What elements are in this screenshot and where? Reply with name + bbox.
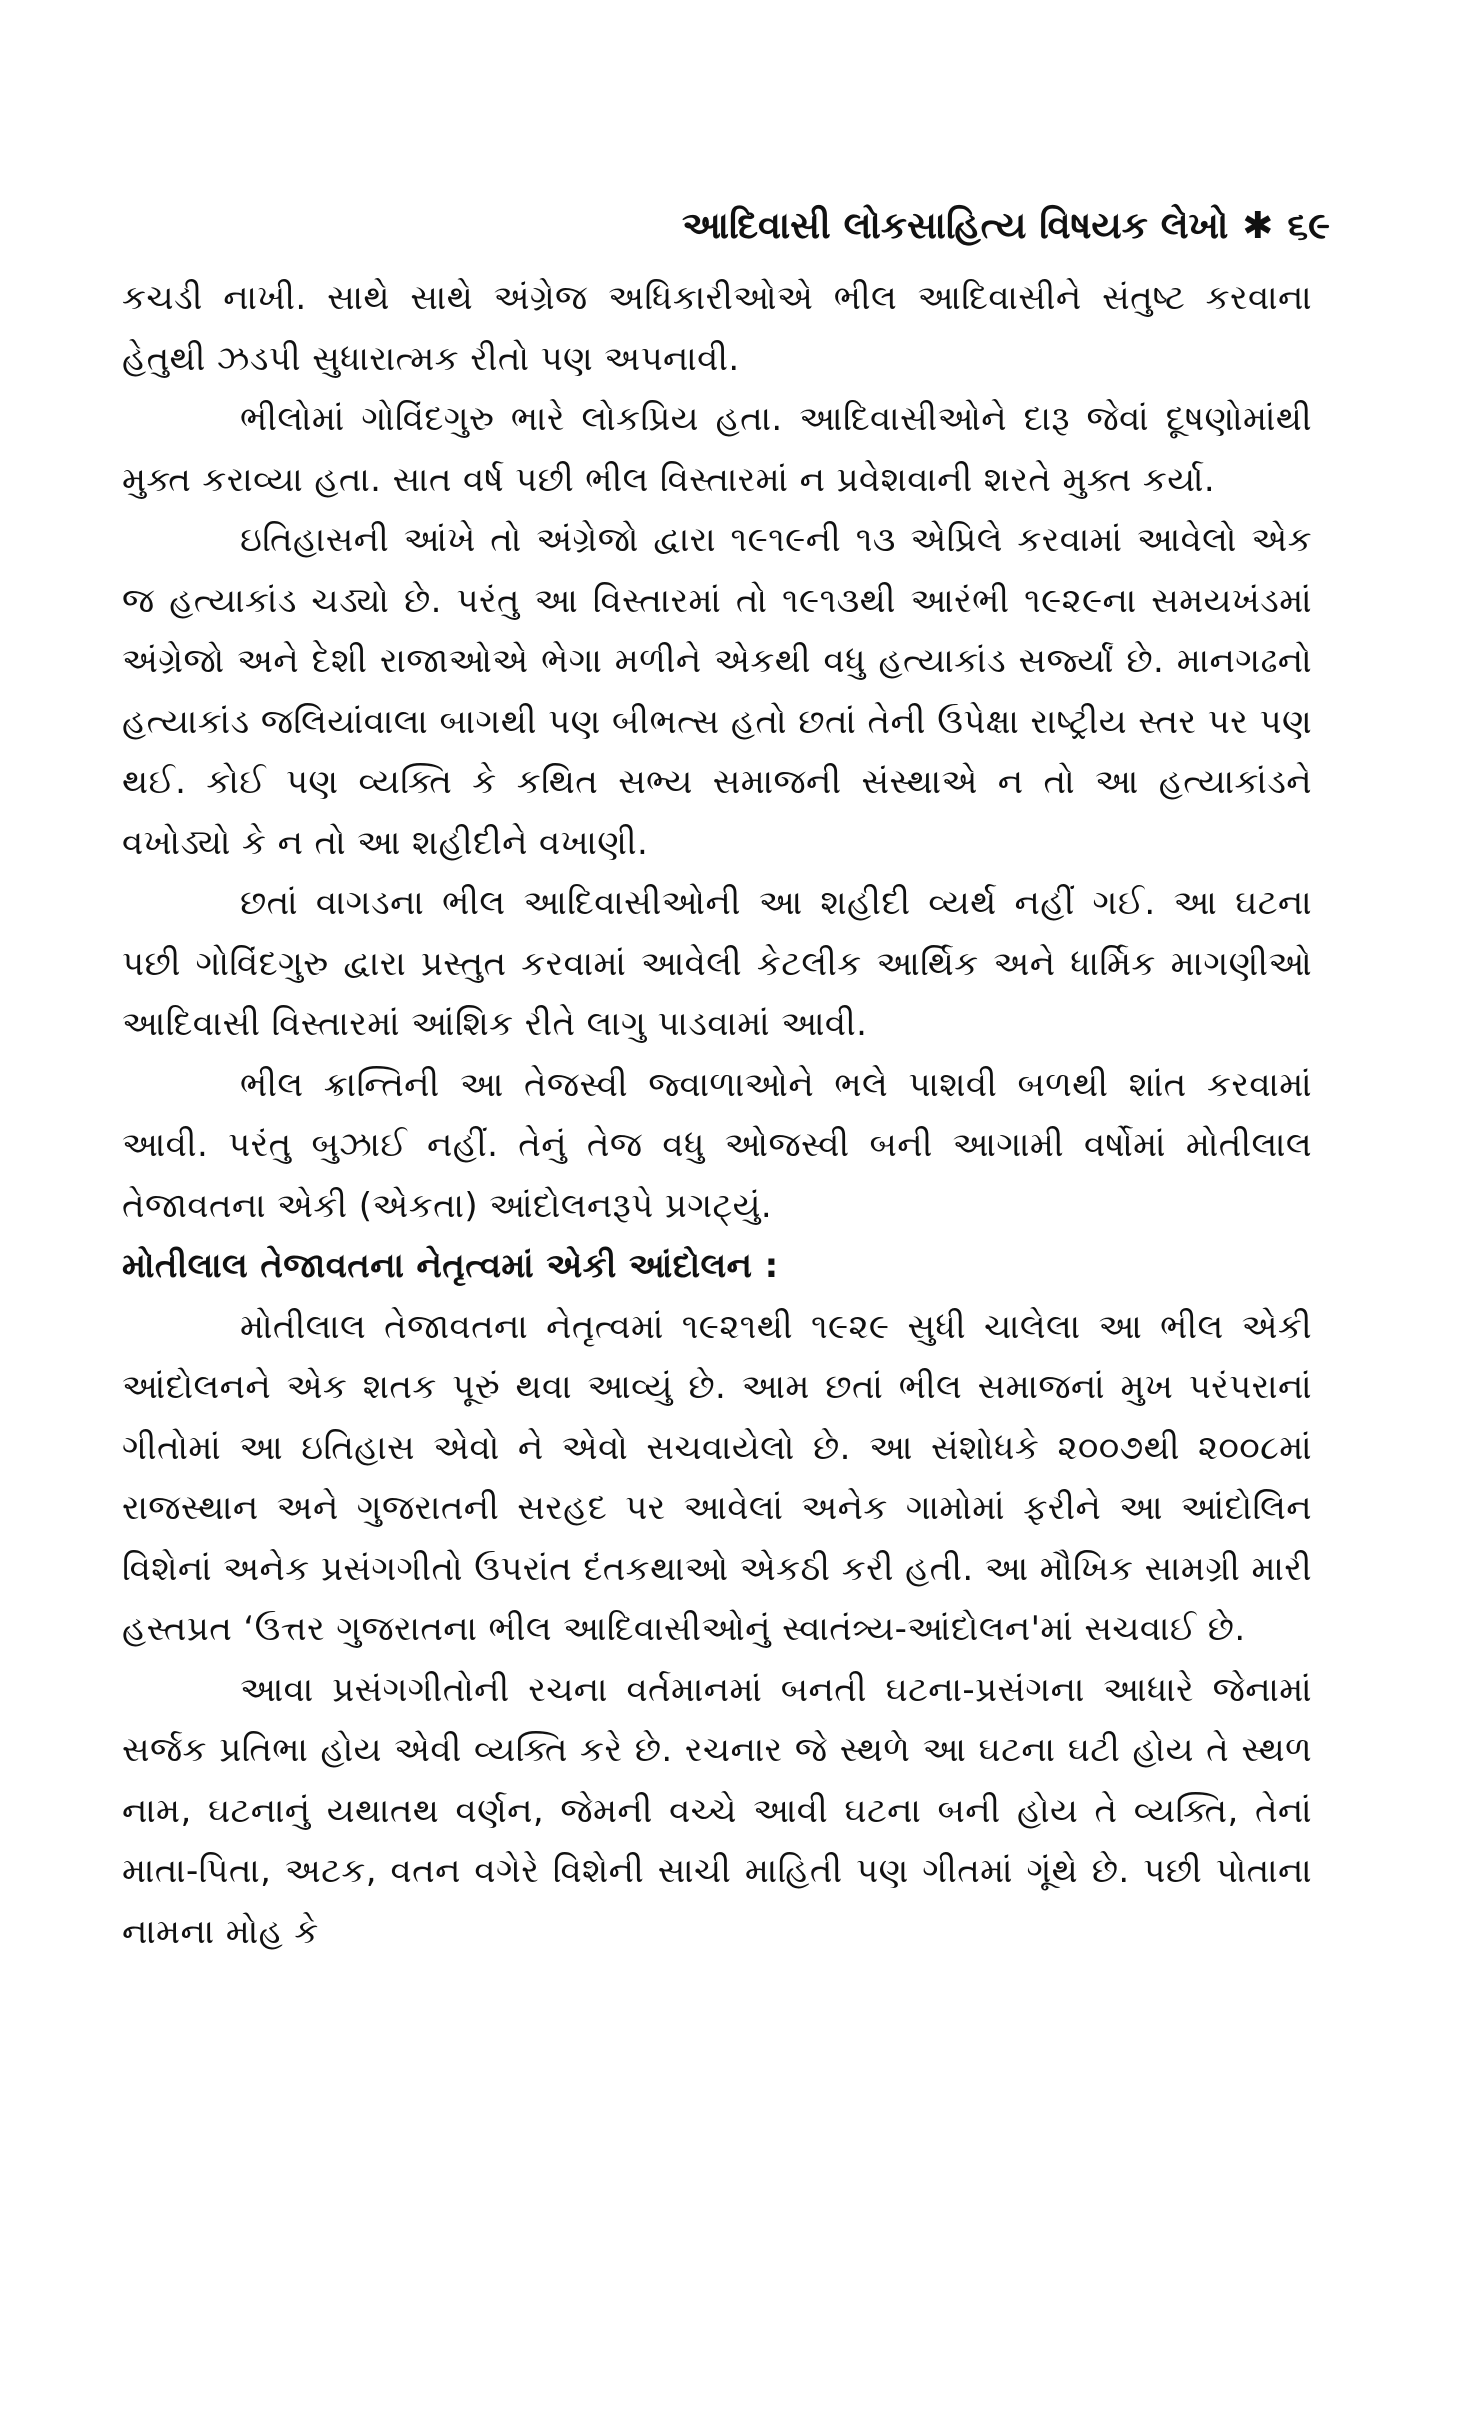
paragraph: આવા પ્રસંગગીતોની રચના વર્તમાનમાં બનતી ઘટના-પ્રસંગના આધારે જેનામાં સર્જક પ્રતિભા હોય એવી વ્યક્તિ કરે છે. રચનાર જે સ્થળે આ ઘટના ઘટી હોય તે સ્થળ નામ, ઘટનાનું યથાતથ વર્ણન, જેમની વચ્ચે આવી ઘટના બની હોય તે વ્યક્તિ, તેનાં માતા-પિતા, અટક, વતન વગેરે વિશેની સાચી માહિતી પણ ગીતમાં ગૂંથે છે. પછી પોતાના નામના મોહ કે (122, 1669, 1312, 1952)
paragraph: ભીલ ક્રાન્તિની આ તેજસ્વી જ્વાળાઓને ભલે પાશવી બળથી શાંત કરવામાં આવી. પરંતુ બુઝાઈ નહીં. તેનું તેજ વધુ ઓજસ્વી બની આગામી વર્ષોમાં મોતીલાલ તેજાવતના એકી (એકતા) આંદોલનરૂપે પ્રગટ્યું. (122, 1064, 1312, 1226)
running-header (120, 198, 1330, 254)
section-heading: મોતીલાલ તેજાવતના નેતૃત્વમાં એકી આંદોલન : (122, 1246, 779, 1286)
paragraph: ભીલોમાં ગોવિંદગુરુ ભારે લોકપ્રિય હતા. આદિવાસીઓને દારૂ જેવાં દૂષણોમાંથી મુક્ત કરાવ્યા હતા. સાત વર્ષ પછી ભીલ વિસ્તારમાં ન પ્રવેશવાની શરતે મુક્ત કર્યા. (122, 399, 1312, 500)
paragraph: છતાં વાગડના ભીલ આદિવાસીઓની આ શહીદી વ્યર્થ નહીં ગઈ. આ ઘટના પછી ગોવિંદગુરુ દ્વારા પ્રસ્તુત કરવામાં આવેલી કેટલીક આર્થિક અને ધાર્મિક માગણીઓ આદિવાસી વિસ્તારમાં આંશિક રીતે લાગુ પાડવામાં આવી. (122, 883, 1312, 1044)
asterisk-separator-icon: ✱ (1242, 204, 1274, 247)
paragraph: કચડી નાખી. સાથે સાથે અંગ્રેજ અધિકારીઓએ ભીલ આદિવાસીને સંતુષ્ટ કરવાના હેતુથી ઝડપી સુધારાત્મક રીતો પણ અપનાવી. (122, 278, 1312, 379)
paragraph: ઇતિહાસની આંખે તો અંગ્રેજો દ્વારા ૧૯૧૯ની ૧૩ એપ્રિલે કરવામાં આવેલો એક જ હત્યાકાંડ ચડ્યો છે. પરંતુ આ વિસ્તારમાં તો ૧૯૧૩થી આરંભી ૧૯૨૯ના સમયખંડમાં અંગ્રેજો અને દેશી રાજાઓએ ભેગા મળીને એકથી વધુ હત્યાકાંડ સર્જ્યાં છે. માનગઢનો હત્યાકાંડ જલિયાંવાલા બાગથી પણ બીભત્સ હતો છતાં તેની ઉપેક્ષા રાષ્ટ્રીય સ્તર પર પણ થઈ. કોઈ પણ વ્યક્તિ કે કથિત સભ્ય સમાજની સંસ્થાએ ન તો આ હત્યાકાંડને વખોડ્યો કે ન તો આ શહીદીને વખાણી. (122, 520, 1312, 863)
page-number: ૬૯ (1287, 204, 1330, 247)
running-header-title: આદિવાસી લોકસાહિત્ય વિષયક લેખો (681, 204, 1229, 247)
body-text (122, 268, 1312, 1962)
paragraph: મોતીલાલ તેજાવતના નેતૃત્વમાં ૧૯૨૧થી ૧૯૨૯ સુધી ચાલેલા આ ભીલ એકી આંદોલનને એક શતક પૂરું થવા આવ્યું છે. આમ છતાં ભીલ સમાજનાં મુખ પરંપરાનાં ગીતોમાં આ ઇતિહાસ એવો ને એવો સચવાયેલો છે. આ સંશોધકે ૨૦૦૭થી ૨૦૦૮માં રાજસ્થાન અને ગુજરાતની સરહદ પર આવેલાં અનેક ગામોમાં ફરીને આ આંદોલિન વિશેનાં અનેક પ્રસંગગીતો ઉપરાંત દંતકથાઓ એકઠી કરી હતી. આ મૌખિક સામગ્રી મારી હસ્તપ્રત ‘ઉત્તર ગુજરાતના ભીલ આદિવાસીઓનું સ્વાતંત્ર્ય-આંદોલન'માં સચવાઈ છે. (122, 1306, 1312, 1649)
